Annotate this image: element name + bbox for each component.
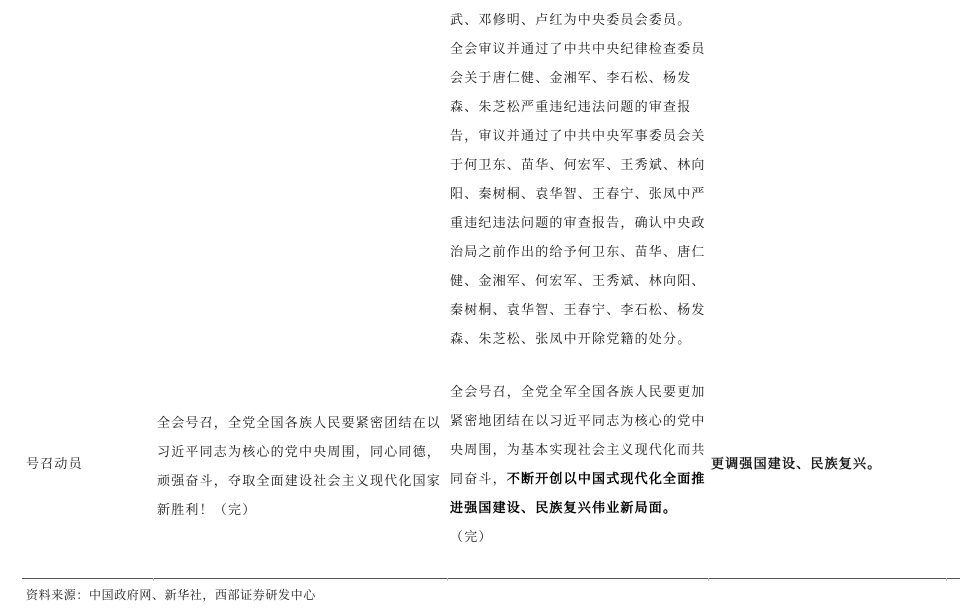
text-line: 于何卫东、苗华、何宏军、王秀斌、林向: [450, 158, 706, 173]
text-line: 阳、秦树桐、袁华智、王春宁、张凤中严: [450, 187, 706, 202]
call-text-cell-previous: [157, 409, 445, 525]
text-line: 会关于唐仁健、金湘军、李石松、杨发: [450, 71, 692, 86]
text-line: 顽强奋斗，夺取全面建设社会主义现代化国家: [157, 474, 442, 489]
text-line: 全会审议并通过了中共中央纪律检查委员: [450, 42, 706, 57]
source-note: 资料来源：中国政府网、新华社，西部证券研发中心: [26, 588, 316, 602]
text-line: 告，审议并通过了中共中央军事委员会关: [450, 129, 706, 144]
text-line: 森、朱芝松、张凤中开除党籍的处分。: [450, 332, 692, 347]
column-separator: [708, 578, 709, 581]
table-bottom-rule: [22, 578, 960, 579]
emphasis-text: 不断开创以中国式现代化全面推: [506, 472, 706, 487]
column-separator: [946, 578, 947, 581]
text-line: 重违纪违法问题的审查报告，确认中央政: [450, 216, 706, 231]
resolution-text-cell: [450, 6, 708, 354]
call-text-cell-current: [450, 378, 708, 552]
text-line: 紧密地团结在以习近平同志为核心的党中: [450, 414, 706, 429]
text-line: [450, 465, 708, 494]
column-separator: [447, 578, 448, 581]
column-separator: [153, 578, 154, 581]
emphasis-text: 进强国建设、民族复兴伟业新局面。: [450, 501, 678, 516]
text-line: 秦树桐、袁华智、王春宁、李石松、杨发: [450, 303, 706, 318]
text-line: 全会号召，全党全军全国各族人民要更加: [450, 385, 706, 400]
text-line: （完）: [450, 530, 493, 545]
text-line: 新胜利！（完）: [157, 503, 257, 518]
row-label-call-to-action: 号召动员: [26, 457, 83, 472]
text-line: 武、邓修明、卢红为中央委员会委员。: [450, 13, 692, 28]
text-line: 央周围，为基本实现社会主义现代化而共: [450, 443, 706, 458]
text-line: 森、朱芝松严重违纪违法问题的审查报: [450, 100, 692, 115]
change-summary-cell: 更调强国建设、民族复兴。: [711, 457, 882, 472]
text-line: 健、金湘军、何宏军、王秀斌、林向阳、: [450, 274, 706, 289]
text-segment: 同奋斗，: [450, 472, 507, 487]
text-line: 习近平同志为核心的党中央周围，同心同德，: [157, 445, 442, 460]
text-line: 全会号召，全党全国各族人民要紧密团结在以: [157, 416, 442, 431]
text-line: 治局之前作出的给予何卫东、苗华、唐仁: [450, 245, 706, 260]
